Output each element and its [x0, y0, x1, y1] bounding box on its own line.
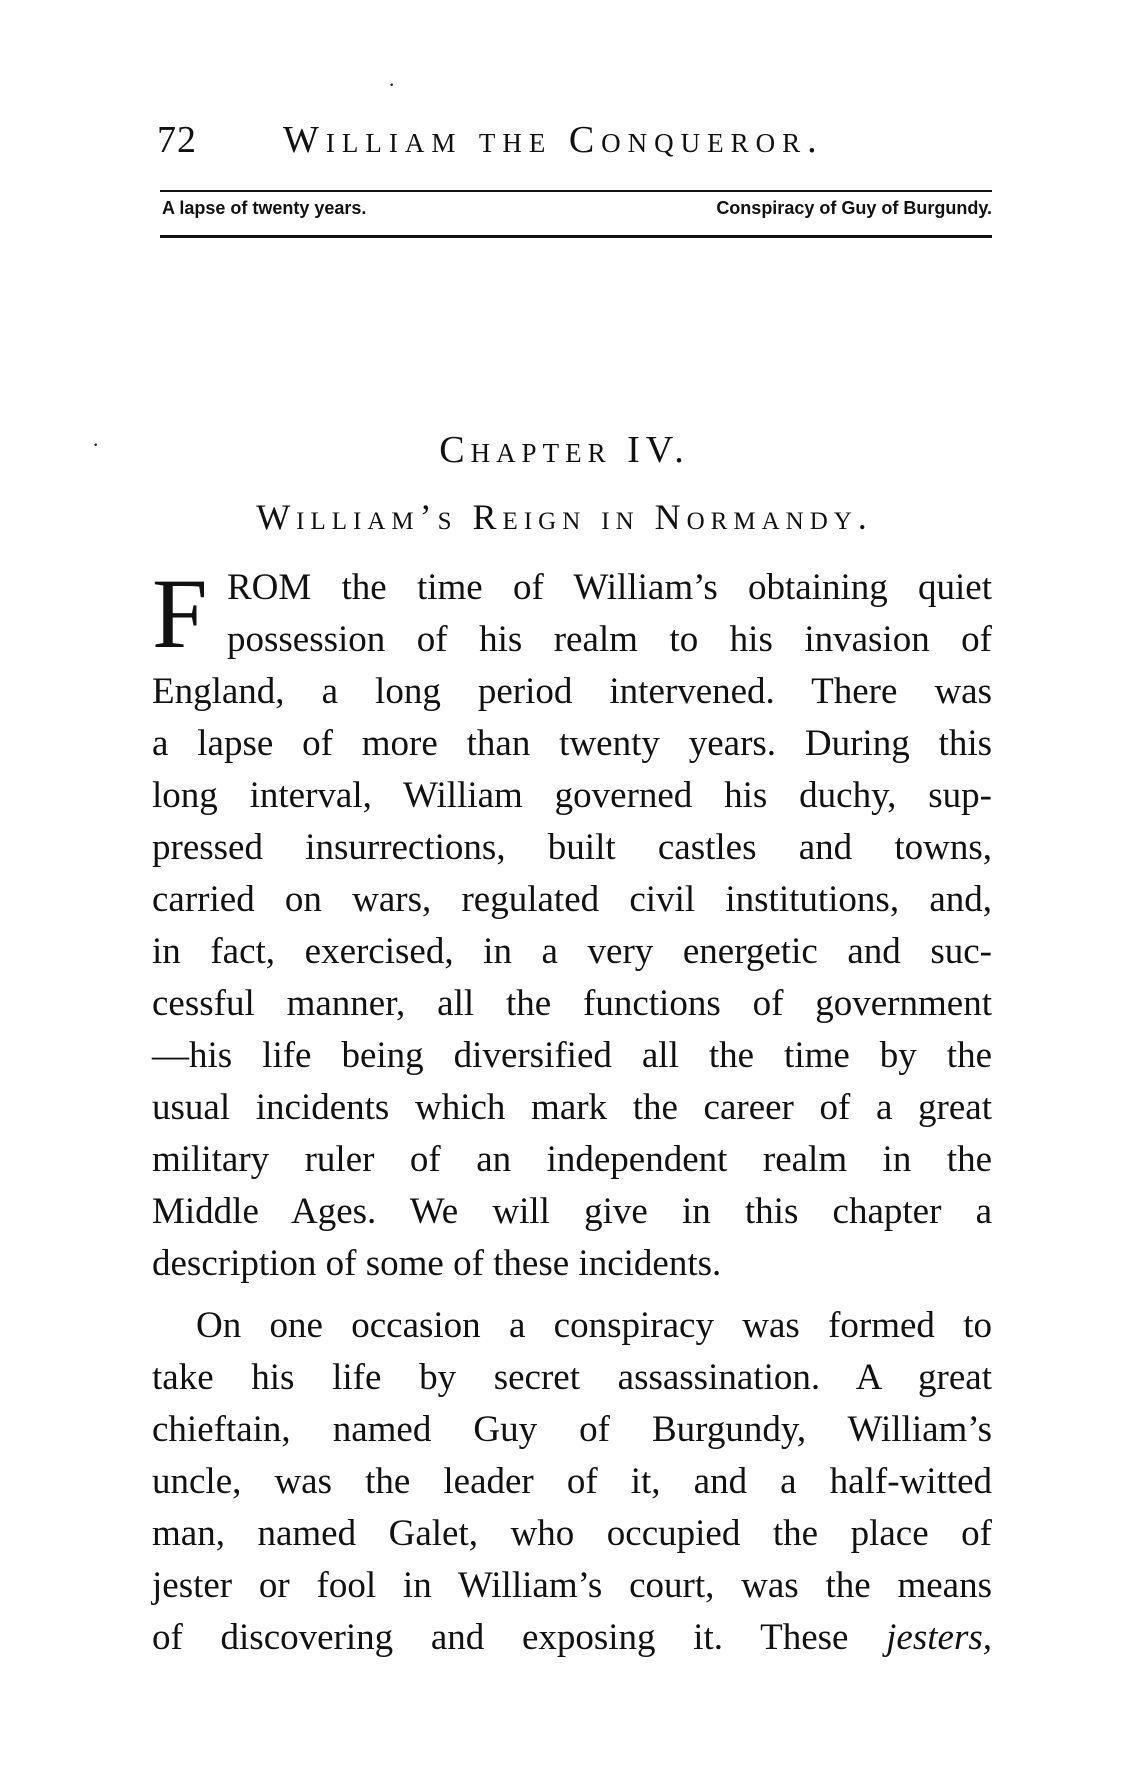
- text-line: take his life by secret assassination. A great: [152, 1357, 992, 1398]
- text-line: On one occasion a conspiracy was formed to: [196, 1305, 992, 1346]
- book-title: William the Conqueror.: [283, 119, 824, 161]
- text-line: long interval, William governed his duchy, sup-: [152, 775, 992, 816]
- text-line: ROM the time of William’s obtaining quiet: [227, 567, 992, 608]
- page-number: 72: [157, 119, 197, 161]
- text-line: in fact, exercised, in a very energetic and suc-: [152, 931, 992, 972]
- text-line: military ruler of an independent realm in the: [152, 1139, 992, 1180]
- text-line: uncle, was the leader of it, and a half-witted: [152, 1461, 992, 1502]
- text-line: description of some of these incidents.: [152, 1243, 722, 1284]
- header-rule-top: [160, 190, 992, 192]
- chapter-title: William’s Reign in Normandy.: [256, 497, 873, 537]
- text-line: cessful manner, all the functions of government: [152, 983, 992, 1024]
- text-line: man, named Galet, who occupied the place of: [152, 1513, 992, 1554]
- text-line: chieftain, named Guy of Burgundy, William’s: [152, 1409, 992, 1450]
- chapter-number: Chapter IV.: [439, 429, 690, 471]
- subhead-right: Conspiracy of Guy of Burgundy.: [716, 198, 992, 218]
- final-line-text: of discovering and exposing it. These: [152, 1617, 849, 1658]
- marginal-subheads: [162, 198, 992, 228]
- text-line: usual incidents which mark the career of a great: [152, 1087, 992, 1128]
- stray-dot-mark: ·: [388, 72, 396, 97]
- body-text: [152, 558, 992, 1664]
- italic-word-jesters: jesters,: [886, 1617, 992, 1658]
- header-rule-bottom: [160, 235, 992, 238]
- text-line: Middle Ages. We will give in this chapter a: [152, 1191, 992, 1232]
- running-head: [155, 118, 995, 168]
- text-line: England, a long period intervened. There was: [152, 671, 992, 712]
- text-line: jester or fool in William’s court, was the means: [152, 1565, 992, 1606]
- text-line-final: [152, 1612, 992, 1664]
- drop-cap: F: [152, 558, 208, 669]
- text-line: carried on wars, regulated civil institutions, and,: [152, 879, 992, 920]
- subhead-left: A lapse of twenty years.: [162, 198, 367, 218]
- text-line: possession of his realm to his invasion of: [227, 619, 992, 660]
- paragraph-gap: [152, 1290, 992, 1300]
- text-line: —his life being diversified all the time by the: [152, 1035, 992, 1076]
- stray-dot-mark: ·: [92, 432, 100, 457]
- text-line: a lapse of more than twenty years. During this: [152, 723, 992, 764]
- text-line: pressed insurrections, built castles and towns,: [152, 827, 992, 868]
